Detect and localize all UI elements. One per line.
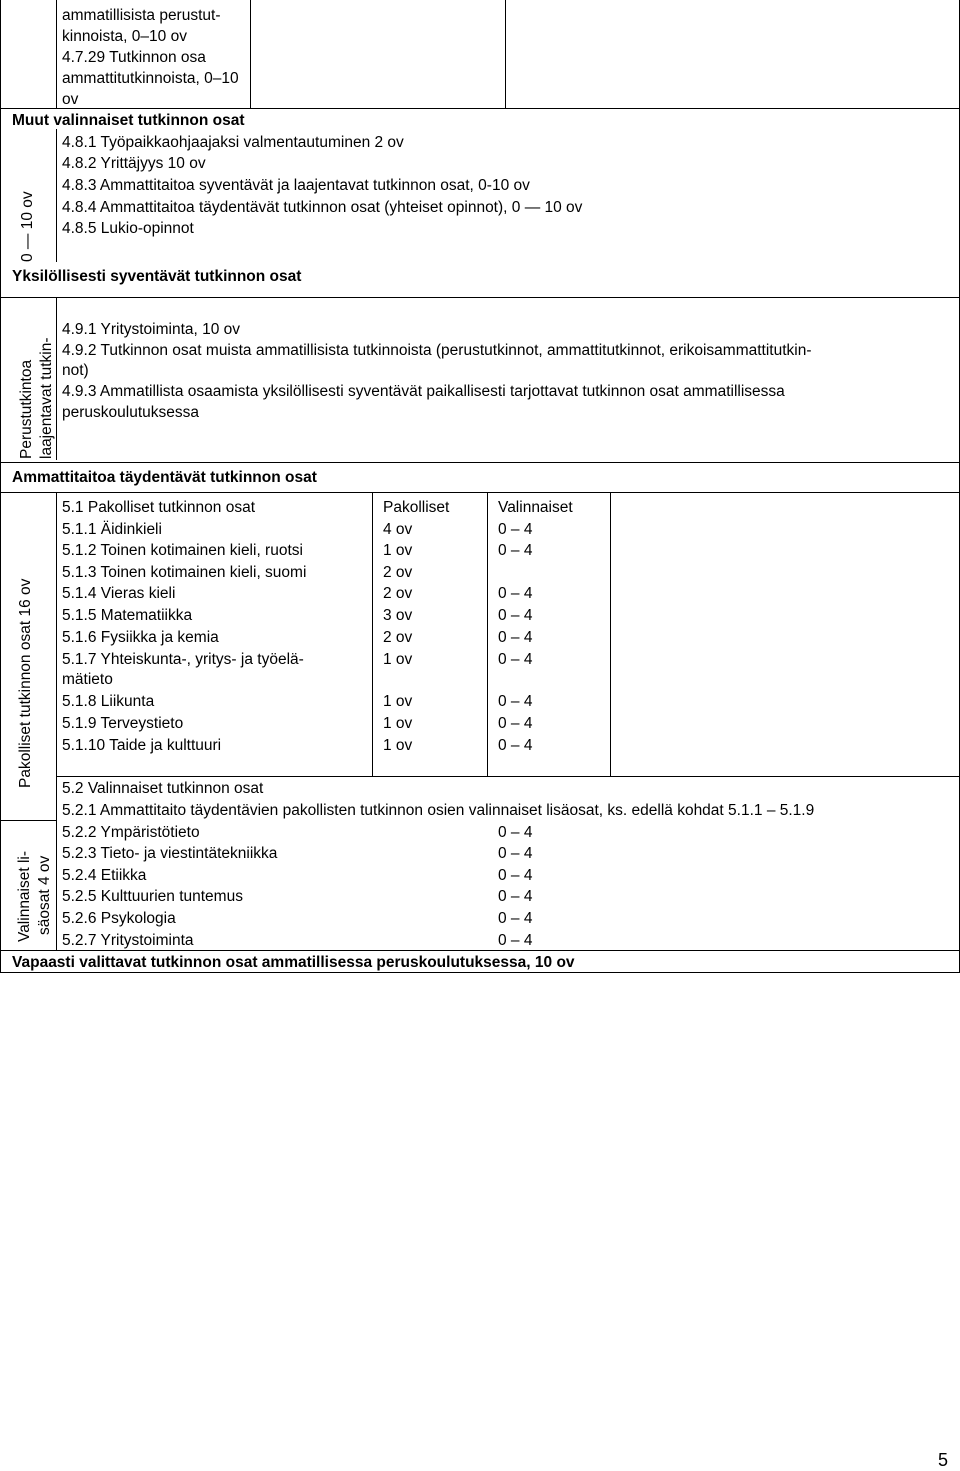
val-cell-range: 0 – 4	[498, 932, 533, 949]
pak-header-name: 5.1 Pakolliset tutkinnon osat	[62, 499, 256, 516]
page-number: 5	[937, 1450, 948, 1470]
pak-cell-val: 0 – 4	[498, 651, 533, 668]
pak-cell-ov: 1 ov	[383, 737, 413, 754]
pak-cell-val: 0 – 4	[498, 715, 533, 732]
pak-cell-name: 5.1.4 Vieras kieli	[62, 585, 176, 602]
yks-line: 4.9.3 Ammatillista osaamista yksilöllisesti syventävät paikallisesti tarjottavat tutkinnon osat ammatillisessa	[62, 383, 785, 400]
tay-heading-rule	[0, 492, 960, 493]
yks-line: 4.9.2 Tutkinnon osat muista ammatillisista tutkinnoista (perustutkinnot, ammattitutkinnot, erikoisammattitutkin-	[62, 342, 812, 359]
val-cell-range: 0 – 4	[498, 910, 533, 927]
val-cell-range: 0 – 4	[498, 824, 533, 841]
pak-cell-ov: 1 ov	[383, 542, 413, 559]
top-col-rule-3	[505, 0, 506, 108]
pak-cell-val: 0 – 4	[498, 585, 533, 602]
muut-side-label: 0 — 10 ov	[19, 191, 36, 262]
pak-cell-ov: 2 ov	[383, 585, 413, 602]
yks-heading: Yksilöllisesti syventävät tutkinnon osat	[12, 268, 302, 285]
muut-side-rule	[56, 129, 57, 262]
pak-cell-ov: 4 ov	[383, 521, 413, 538]
top-line: 4.7.29 Tutkinnon osa	[62, 49, 206, 66]
valinnaiset-note: 5.2.1 Ammattitaito täydentävien pakollisten tutkinnon osien valinnaiset lisäosat, ks. edellä kohdat 5.1.1 – 5.1.9	[62, 802, 815, 819]
pak-cell-name: 5.1.10 Taide ja kulttuuri	[62, 737, 222, 754]
valinnaiset-side-label-2: säosat 4 ov	[36, 855, 53, 935]
pak-cell-ov: 3 ov	[383, 607, 413, 624]
pak-header-valinnaiset: Valinnaiset	[498, 499, 573, 516]
pak-cell-name: 5.1.5 Matematiikka	[62, 607, 193, 624]
pak-cell-ov: 1 ov	[383, 651, 413, 668]
top-line: ammatillisista perustut-	[62, 7, 221, 24]
pak-cell-val: 0 – 4	[498, 629, 533, 646]
valinnaiset-heading: 5.2 Valinnaiset tutkinnon osat	[62, 780, 264, 797]
val-cell-range: 0 – 4	[498, 845, 533, 862]
val-cell-range: 0 – 4	[498, 888, 533, 905]
pak-cell-name: 5.1.2 Toinen kotimainen kieli, ruotsi	[62, 542, 303, 559]
yks-line: 4.9.1 Yritystoiminta, 10 ov	[62, 321, 241, 338]
val-cell-name: 5.2.5 Kulttuurien tuntemus	[62, 888, 243, 905]
top-bottom-rule	[0, 108, 960, 109]
yks-side-label-1: Perustutkintoa	[18, 359, 35, 459]
pak-cell-val: 0 – 4	[498, 693, 533, 710]
yks-side-label-2: laajentavat tutkin-	[38, 337, 55, 459]
pak-cell-val: 0 – 4	[498, 737, 533, 754]
pak-cell-ov: 2 ov	[383, 629, 413, 646]
tay-side-rule	[56, 492, 57, 951]
val-cell-name: 5.2.2 Ympäristötieto	[62, 824, 200, 841]
pak-cell-name: 5.1.6 Fysiikka ja kemia	[62, 629, 219, 646]
val-cell-name: 5.2.7 Yritystoiminta	[62, 932, 194, 949]
pak-cell-val: 0 – 4	[498, 521, 533, 538]
vapaasti-heading: Vapaasti valittavat tutkinnon osat ammatillisessa peruskoulutuksessa, 10 ov	[12, 954, 575, 971]
yks-line: not)	[62, 362, 89, 379]
pakolliset-side-label: Pakolliset tutkinnon osat 16 ov	[17, 578, 34, 788]
pak-cell-name: 5.1.8 Liikunta	[62, 693, 155, 710]
pak-cell-ov: 1 ov	[383, 715, 413, 732]
muut-item: 4.8.5 Lukio-opinnot	[62, 220, 194, 237]
val-cell-range: 0 – 4	[498, 867, 533, 884]
top-line: ov	[62, 91, 79, 108]
valinnaiset-side-label-clip	[1, 822, 56, 950]
top-line: ammattitutkinnoista, 0–10	[62, 70, 239, 87]
muut-bottom-rule	[0, 297, 960, 298]
pak-bottom-rule	[56, 776, 960, 777]
val-cell-name: 5.2.4 Etiikka	[62, 867, 147, 884]
pak-col-rule-2	[487, 492, 488, 777]
pak-cell-val: 0 – 4	[498, 542, 533, 559]
top-col-rule-1	[56, 0, 57, 108]
muut-heading: Muut valinnaiset tutkinnon osat	[12, 112, 245, 129]
pak-cell-ov: 1 ov	[383, 693, 413, 710]
pak-cell-val: 0 – 4	[498, 607, 533, 624]
pak-col-rule-3	[610, 492, 611, 777]
pak-col-rule-1	[372, 492, 373, 777]
pak-cell-name: 5.1.7 Yhteiskunta-, yritys- ja työelä-	[62, 651, 304, 668]
pak-cell-name: 5.1.9 Terveystieto	[62, 715, 184, 732]
yks-side-rule	[56, 298, 57, 460]
muut-item: 4.8.4 Ammattitaitoa täydentävät tutkinnon osat (yhteiset opinnot), 0 — 10 ov	[62, 199, 583, 216]
val-cell-name: 5.2.3 Tieto- ja viestintätekniikka	[62, 845, 278, 862]
pak-cell-name: 5.1.1 Äidinkieli	[62, 521, 162, 538]
val-divider-rule	[0, 820, 56, 821]
muut-item: 4.8.1 Työpaikkaohjaajaksi valmentautuminen 2 ov	[62, 134, 404, 151]
pak-header-pakolliset: Pakolliset	[383, 499, 450, 516]
muut-item: 4.8.2 Yrittäjyys 10 ov	[62, 155, 206, 172]
yks-side-label-clip	[1, 300, 56, 460]
yks-line: peruskoulutuksessa	[62, 404, 199, 421]
muut-item: 4.8.3 Ammattitaitoa syventävät ja laajentavat tutkinnon osat, 0-10 ov	[62, 177, 530, 194]
pak-cell-ov: 2 ov	[383, 564, 413, 581]
pak-cell-name: mätieto	[62, 671, 113, 688]
yks-bottom-rule	[0, 462, 960, 463]
pak-cell-name: 5.1.3 Toinen kotimainen kieli, suomi	[62, 564, 307, 581]
tay-heading: Ammattitaitoa täydentävät tutkinnon osat	[12, 469, 317, 486]
val-cell-name: 5.2.6 Psykologia	[62, 910, 176, 927]
top-col-rule-2	[250, 0, 251, 108]
valinnaiset-side-label-1: Valinnaiset li-	[16, 850, 33, 942]
top-line: kinnoista, 0–10 ov	[62, 28, 187, 45]
